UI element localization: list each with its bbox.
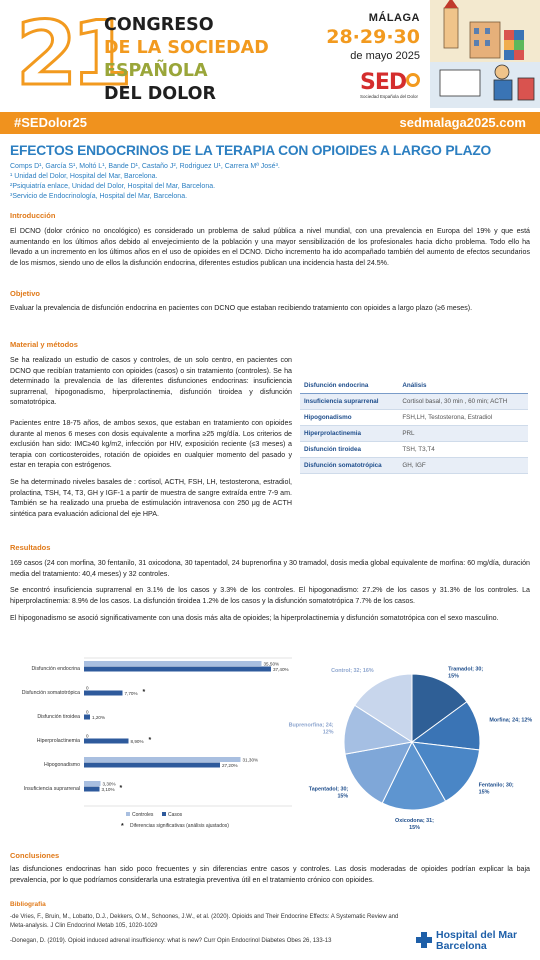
table-cell: Insuficiencia suprarrenal <box>300 394 398 410</box>
table-cell: Disfunción tiroidea <box>300 442 398 458</box>
table-cell: Hiperprolactinemia <box>300 426 398 442</box>
hospital-del-mar-logo <box>416 930 536 956</box>
sed-logo-ring-icon <box>406 73 420 87</box>
pie-chart-svg <box>288 650 536 840</box>
data-label: 35,50% <box>263 661 280 667</box>
bar-casos <box>84 715 90 720</box>
table-cell: Cortisol basal, 30 min , 60 min; ACTH <box>398 394 528 410</box>
pie-chart <box>288 650 536 840</box>
significance-mark: * <box>142 689 146 696</box>
methods-heading: Material y métodos <box>10 340 78 349</box>
pie-label: Fentanilo; 30; 15% <box>478 782 514 796</box>
analysis-table <box>300 378 528 474</box>
poster-title: EFECTOS ENDOCRINOS DE LA TERAPIA CON OPIOIDES A LARGO PLAZO <box>10 143 492 158</box>
affiliation-1: ¹ Unidad del Dolor, Hospital del Mar, Barcelona. <box>10 173 158 180</box>
congress-line-1: CONGRESO <box>104 15 214 35</box>
bar-controles <box>84 781 101 786</box>
header-bar <box>0 112 540 134</box>
legend-swatch <box>162 812 166 816</box>
data-label: 1,20% <box>92 715 106 720</box>
conclusions-heading: Conclusiones <box>10 851 60 860</box>
pie-label: Control; 32; 16% <box>331 667 374 674</box>
bar-casos <box>84 691 123 696</box>
significance-legend-mark: * <box>121 823 124 830</box>
hashtag: #SEDolor25 <box>14 115 87 130</box>
significance-mark: * <box>119 785 123 792</box>
congress-line-4: DEL DOLOR <box>104 84 217 104</box>
hospital-name <box>436 930 517 952</box>
category-label: Disfunción tiroidea <box>37 714 80 720</box>
methods-paragraph-2: Pacientes entre 18-75 años, de ambos sexos, que estaban en tratamiento con opioides durante al menos 6 meses con dosis equivalente a morfina ≥25 mg/día. Los criterios de exclusión han sido: IMC≥40 kg/m2, infección por HIV, exposición reciente (≤3 meses) a terapia con corticosteroides, rotación de opioides en cualquier momento del pasado y estar en terapia con estrógenos. <box>10 419 292 470</box>
sed-logo-text: SED <box>360 70 407 95</box>
results-paragraph-3: El hipogonadismo se asoció significativamente con una dosis más alta de opioides; la hiperprolactinemia y disfunción somatotrópica con el sexo masculino. <box>10 614 499 622</box>
data-label: 0 <box>86 685 89 691</box>
congress-name <box>104 14 269 106</box>
table-row <box>300 426 528 442</box>
table-cell: PRL <box>398 426 528 442</box>
data-label: 0 <box>86 733 89 739</box>
sed-logo-subtitle: Sociedad Española del Dolor <box>360 94 419 99</box>
website-link[interactable]: sedmalaga2025.com <box>399 115 526 130</box>
authors: Comps D¹, García S¹, Moltó L¹, Bande D¹, Castaño J², Rodriguez U¹, Carrera Mª José³. <box>10 163 280 170</box>
malaga-illustration <box>430 0 540 108</box>
affiliation-2: ²Psiquiatría enlace, Unidad del Dolor, Hospital del Mar, Barcelona. <box>10 183 216 190</box>
bar-casos <box>84 787 100 792</box>
bibliography-heading: Bibliografia <box>10 901 46 908</box>
table-cell: GH, IGF <box>398 458 528 474</box>
results-paragraph-1: 169 casos (24 con morfina, 30 fentanilo, 31 oxicodona, 30 tapentadol, 24 buprenorfina y 30 tramadol, dosis media global equivalente de morfina: 60 mg/día, duración media del tratamiento: 40,4 meses) y 32 controles. <box>10 559 530 578</box>
cross-icon <box>416 932 432 948</box>
category-label: Hiperprolactinemia <box>36 738 80 744</box>
table-row <box>300 458 528 474</box>
methods-paragraph-3: Se ha determinado niveles basales de : cortisol, ACTH, FSH, LH, testosterona, estradiol, prolactina, TSH, T4, T3, GH y IGF-1 a partir de muestra de sangre extraída entre 7-9 am. También se ha realizado una prueba de estimulación intravenosa con 250 μg de ACTH sintética para evaluación adicional del eje HPA. <box>10 478 292 518</box>
legend-label: Controles <box>132 812 154 818</box>
table-cell: FSH,LH, Testosterona, Estradiol <box>398 410 528 426</box>
bar-casos <box>84 667 271 672</box>
data-label: 3,10% <box>101 787 115 792</box>
legend-label: Casos <box>168 812 183 818</box>
data-label: 7,70% <box>124 691 138 696</box>
intro-text: El DCNO (dolor crónico no oncológico) es considerado un problema de salud pública a nivel mundial, con una prevalencia en Europa del 19% y que está aumentando en los últimos años debido al envejecimiento de la población y una mayor sensibilización de los profesionales hacia dicho problema. Todo ello ha llevado a un incremento en los últimos años en el uso de opioides en el DCNO. Dicho incremento ha ido acompañado también del aumento de efectos secundarios de los mismos, siendo uno de ellos la disfunción endocrina, diferentes estudios publican una incidencia hasta del 24.5%. <box>10 227 530 267</box>
bar-controles <box>84 661 262 666</box>
poster-header <box>0 0 540 112</box>
category-label: Disfunción somatotrópica <box>21 690 80 696</box>
bar-chart <box>8 650 298 840</box>
methods-paragraph-1: Se ha realizado un estudio de casos y controles, de un solo centro, en pacientes con DCNO que recibían tratamiento con opioides (casos) o sin tratamiento (controles). Se ha determinado la prevalencia de las diferentes disfunciones endocrinas: insuficiencia suprarrenal, hipogonadismo, hiperprolactinemia, disfunción tiroidea y disfunción somatotrópica. <box>10 356 292 407</box>
table-cell: Disfunción somatotrópica <box>300 458 398 474</box>
bar-casos <box>84 739 129 744</box>
intro-heading: Introducción <box>10 211 56 220</box>
bar-controles <box>84 757 241 762</box>
congress-line-2: DE LA SOCIEDAD <box>104 38 269 58</box>
pie-label: Tramadol; 30; 15% <box>448 666 484 680</box>
table-row <box>300 410 528 426</box>
hospital-name-line-2: Barcelona <box>436 940 487 952</box>
conclusions-text: las disfunciones endocrinas han sido poco frecuentes y sin diferencias entre casos y controles. Las dosis moderadas de opioides podrían explicar la baja prevalencia, por lo que podríamos considerarla una estrategia preventiva útil en el tratamiento crónico con opioides. <box>10 865 530 884</box>
category-label: Disfunción endocrina <box>31 666 80 672</box>
significance-legend-text: Diferencias significativas (análisis ajustados) <box>130 823 229 829</box>
pie-label: Morfina; 24; 12% <box>489 717 533 724</box>
pie-label: Tapentadol; 30; 15% <box>308 786 349 800</box>
data-label: 0 <box>86 709 89 715</box>
hospital-name-line-1: Hospital del Mar <box>436 929 518 941</box>
city: MÁLAGA <box>368 12 420 24</box>
table-cell: TSH, T3,T4 <box>398 442 528 458</box>
results-heading: Resultados <box>10 543 51 552</box>
data-label: 31,30% <box>242 757 259 763</box>
bar-chart-svg <box>8 650 298 840</box>
objective-heading: Objetivo <box>10 289 41 298</box>
bar-casos <box>84 763 220 768</box>
table-header: Análisis <box>398 378 528 394</box>
sed-logo <box>360 70 422 100</box>
pie-label: Buprenorfina; 24; 12% <box>288 722 334 736</box>
data-label: 27,20% <box>222 763 238 768</box>
data-label: 37,40% <box>273 667 289 672</box>
congress-line-3: ESPAÑOLA <box>104 61 208 81</box>
table-header: Disfunción endocrina <box>300 378 398 394</box>
affiliation-3: ³Servicio de Endocrinología, Hospital del Mar, Barcelona. <box>10 193 188 200</box>
congress-number: 21 <box>16 2 127 105</box>
significance-mark: * <box>148 737 152 744</box>
congress-month-year: de mayo 2025 <box>350 50 420 62</box>
table-cell: Hipogonadismo <box>300 410 398 426</box>
category-label: Insuficiencia suprarrenal <box>23 786 80 792</box>
table-row <box>300 442 528 458</box>
results-paragraph-2: Se encontró insuficiencia suprarrenal en 3.1% de los casos y 3.3% de los controles. El hipogonadismo: 27.2% de los casos y 31.3% de los controles. La hiperprolactinemia: 8.9% de los casos. La disfunción tiroidea 1.2% de los casos y la disfunción somatotrópica 7.7% de los casos. <box>10 586 530 605</box>
data-label: 3,30% <box>102 781 116 787</box>
table-row <box>300 394 528 410</box>
reference-1: -de Vries, F., Bruin, M., Lobatto, D.J., Dekkers, O.M., Schoones, J.W., et al. (2020). Opioids and Their Endocrine Effects: A Systematic Review and Meta-analysis. J Clin Endocrinol Metab 105, 1020-1029 <box>10 914 399 929</box>
congress-dates: 28·29·30 <box>326 26 420 48</box>
category-label: Hipogonadismo <box>43 762 80 768</box>
table-header-row <box>300 378 528 394</box>
data-label: 8,90% <box>130 739 144 744</box>
pie-label: Oxicodona; 31; 15% <box>395 817 434 831</box>
legend-swatch <box>126 812 130 816</box>
reference-2: -Donegan, D. (2019). Opioid induced adrenal insufficiency: what is new? Curr Opin Endocrinol Diabetes Obes 26, 133-13 <box>10 938 332 944</box>
objective-text: Evaluar la prevalencia de disfunción endocrina en pacientes con DCNO que estaban recibiendo tratamiento con opioides a largo plazo (≥6 meses). <box>10 304 473 312</box>
